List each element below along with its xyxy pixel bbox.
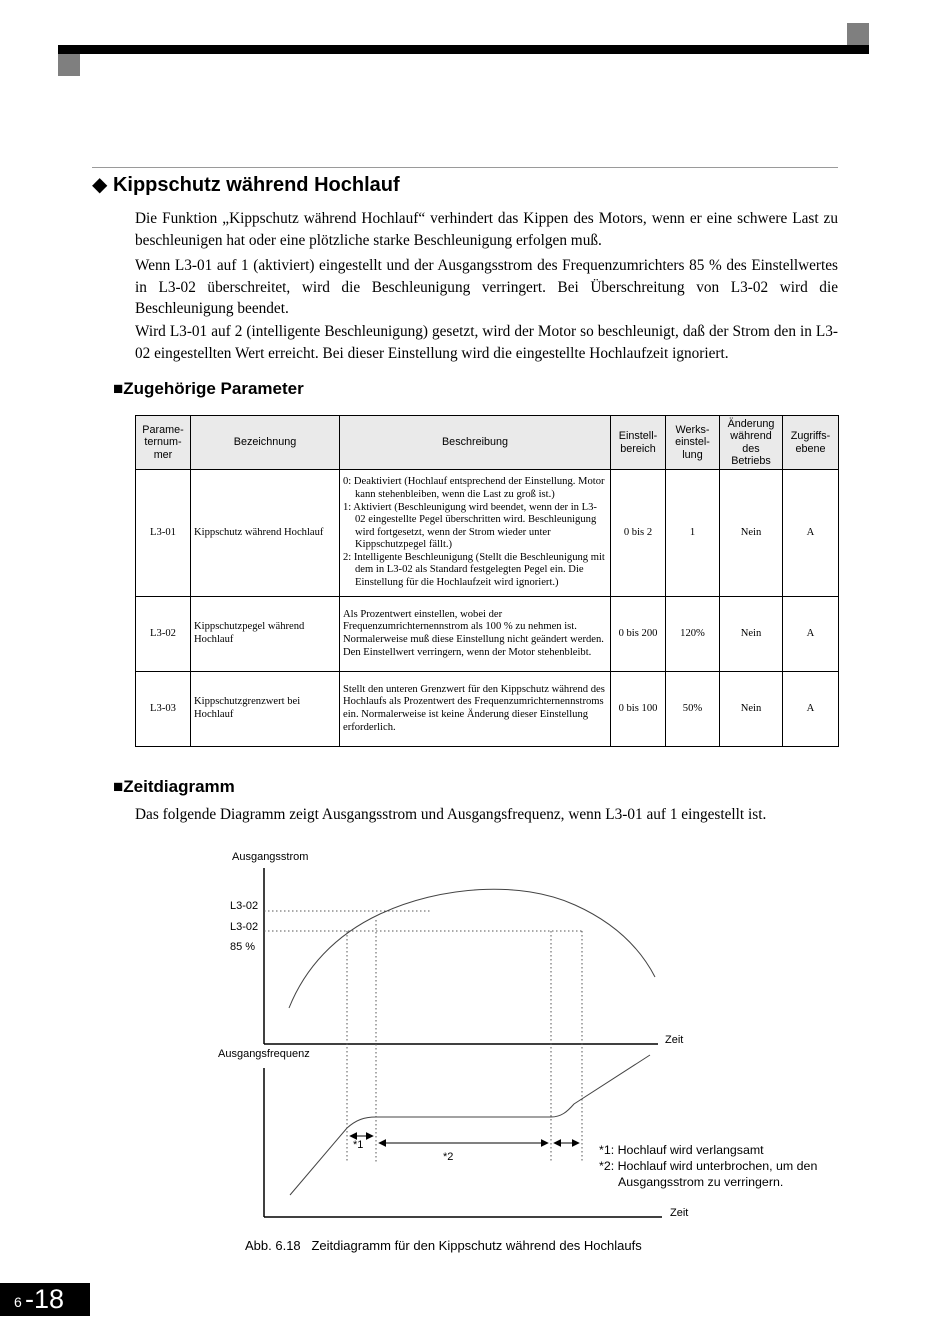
current-curve [289, 889, 655, 1008]
param-description: Als Prozentwert einstellen, wobei der Frequenzumrichternennstrom als 100 % zu nehmen ist. Normalerweise muß diese Einstellung nicht geändert werden. Den Einstellwert verringern, wenn der Motor stehenbleibt. [340, 597, 611, 672]
frequency-axis-label: Ausgangsfrequenz [218, 1048, 310, 1060]
param-number: L3-01 [136, 470, 191, 597]
option-1: 1: Aktiviert (Beschleunigung wird beendet, wenn der in L3-02 eingestellte Pegel überschritten wird. Beschleunigung wird fortgesetzt, wenn der Strom wieder unter Kippschutzpegel fällt.) [343, 501, 597, 551]
param-change: Nein [720, 470, 783, 597]
param-number: L3-02 [136, 597, 191, 672]
header-change: Änderung während des Betriebs [720, 416, 783, 470]
level-label-l3-02-lower: L3-02 [230, 921, 259, 933]
param-description: Stellt den unteren Grenzwert für den Kippschutz während des Hochlaufs als Prozentwert des Frequenzumrichternennstroms ein. Normalerweise ist keine Änderung dieser Einstellung erforderlich. [340, 672, 611, 747]
param-range: 0 bis 200 [611, 597, 666, 672]
param-access: A [783, 672, 839, 747]
square-bullet-icon: ■ [113, 777, 124, 796]
header-number: Parame-ternum-mer [136, 416, 191, 470]
option-0: 0: Deaktiviert (Hochlauf entsprechend der Einstellung. Motor kann stehenbleiben, wenn die Last zu groß ist.) [343, 476, 605, 500]
param-number: L3-03 [136, 672, 191, 747]
param-default: 120% [666, 597, 720, 672]
timing-heading-text: Zeitdiagramm [123, 777, 235, 796]
diamond-icon: ◆ [92, 174, 108, 196]
param-name: Kippschutz während Hochlauf [191, 470, 340, 597]
param-default: 1 [666, 470, 720, 597]
param-default: 50% [666, 672, 720, 747]
frequency-curve [290, 1055, 650, 1195]
header-description: Beschreibung [340, 416, 611, 470]
header-access: Zugriffs-ebene [783, 416, 839, 470]
current-axis-label: Ausgangsstrom [232, 851, 309, 863]
paragraph-2: Wenn L3-01 auf 1 (aktiviert) eingestellt und der Ausgangsstrom des Frequenzumrichters 85 % des Einstellwertes in L3-02 überschreitet, wird die Beschleunigung verringert. Bei Überschreitung von L3-02 wird die Beschleunigung beendet. [135, 257, 838, 317]
note-2-continued: Ausgangsstrom zu verringern. [618, 1175, 784, 1189]
param-change: Nein [720, 597, 783, 672]
header-range: Einstell-bereich [611, 416, 666, 470]
param-range: 0 bis 100 [611, 672, 666, 747]
timing-intro: Das folgende Diagramm zeigt Ausgangsstrom und Ausgangsfrequenz, wenn L3-01 auf 1 eingestellt ist. [135, 806, 767, 823]
param-change: Nein [720, 672, 783, 747]
paragraph-1: Die Funktion „Kippschutz während Hochlauf“ verhindert das Kippen des Motors, wenn er eine schwere Last zu beschleunigen hat oder eine plötzliche starke Beschleunigung erfolgen muß. [135, 210, 838, 249]
time-label-bottom: Zeit [670, 1207, 689, 1219]
diagram-notes [599, 1142, 817, 1190]
option-2: 2: Intelligente Beschleunigung (Stellt die Beschleunigung mit dem in L3-02 als Standard festgelegten Pegel ein. Die Einstellung für die Hochlaufzeit wird ignoriert.) [343, 551, 605, 589]
param-range: 0 bis 2 [611, 470, 666, 597]
level-label-85-percent: 85 % [230, 941, 256, 953]
note-2: *2: Hochlauf wird unterbrochen, um den [599, 1159, 818, 1173]
params-heading-text: Zugehörige Parameter [123, 379, 304, 398]
figure-caption: Abb. 6.18 Zeitdiagramm für den Kippschutz während des Hochlaufs [245, 1238, 642, 1253]
page-number-chapter: 6 [14, 1294, 22, 1310]
page-number-box [0, 1283, 90, 1316]
page-number-page: -18 [25, 1284, 65, 1314]
param-name: Kippschutzgrenzwert bei Hochlauf [191, 672, 340, 747]
time-label-top: Zeit [665, 1034, 684, 1046]
param-name: Kippschutzpegel während Hochlauf [191, 597, 340, 672]
square-bullet-icon: ■ [113, 379, 124, 398]
param-access: A [783, 470, 839, 597]
section-title-text: Kippschutz während Hochlauf [112, 174, 400, 196]
note-1: *1: Hochlauf wird verlangsamt [599, 1143, 764, 1157]
level-label-l3-02-upper: L3-02 [230, 900, 259, 912]
header-default: Werks-einstel-lung [666, 416, 720, 470]
header-name: Bezeichnung [191, 416, 340, 470]
marker-2-label: *2 [443, 1151, 454, 1163]
marker-1-label: *1 [353, 1139, 364, 1151]
param-access: A [783, 597, 839, 672]
paragraph-3: Wird L3-01 auf 2 (intelligente Beschleunigung) gesetzt, wird der Motor so beschleunigt, daß der Strom den in L3-02 eingestellten Wert erreicht. Bei dieser Einstellung wird die eingestellte Hochlaufzeit ignoriert. [135, 323, 838, 362]
